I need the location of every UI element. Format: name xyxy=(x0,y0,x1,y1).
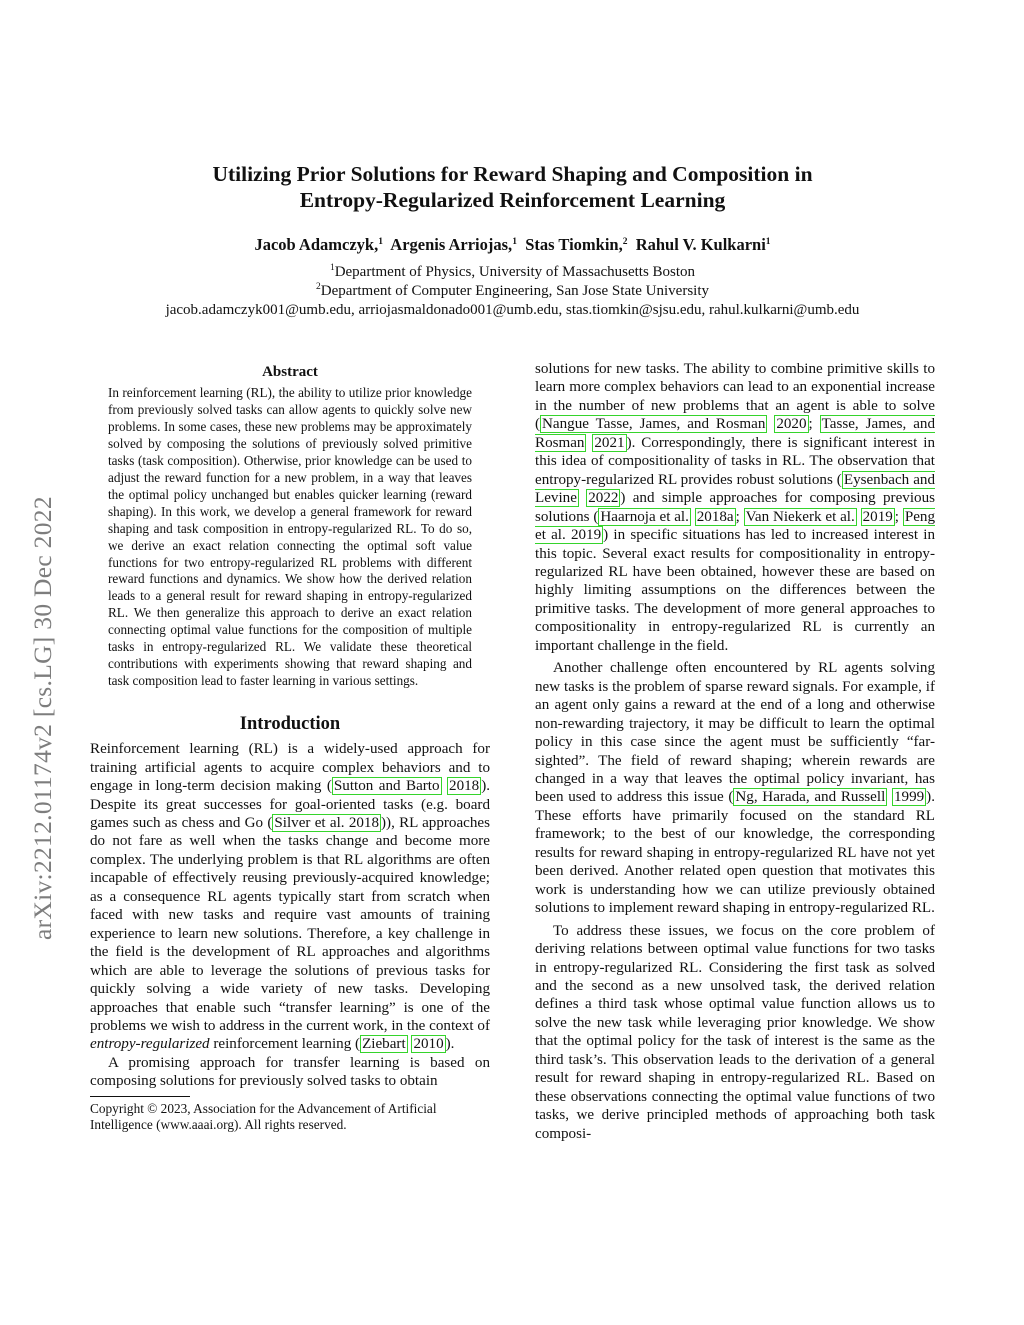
right-column xyxy=(535,360,935,1143)
citation-link[interactable]: 2022 xyxy=(588,490,619,507)
text-run: ) and simple approaches for composing previous solutions ( xyxy=(535,490,935,525)
citation-link[interactable]: Haarnoja et al. xyxy=(600,508,689,525)
text-run: ). xyxy=(445,1036,455,1053)
text-run: solutions for new tasks. The ability to combine primitive skills to learn more complex behaviors can lead to an exponential increase in the number of new problems that an agent is able to solve ( xyxy=(535,361,935,433)
author-affiliation-mark: 1 xyxy=(512,237,517,247)
author-name: Jacob Adamczyk, xyxy=(254,235,379,254)
text-run: ) in specific situations has led to increased interest in this topic. Several exact results for compositionality in entropy-regularized RL have been obtained, however these are based on highly limiting assumptions on the differences between the primitive tasks. The development of more general approaches to compositionality in entropy-regularized RL is currently an important challenge in the field. xyxy=(535,527,935,654)
intro-paragraph-2: A promising approach for transfer learning is based on composing solutions for previously solved tasks to obtain xyxy=(90,1054,490,1090)
citation-link[interactable]: 1999 xyxy=(893,789,925,806)
arxiv-identifier: arXiv:2212.01174v2 [cs.LG] 30 Dec 2022 xyxy=(28,496,57,940)
paper-title xyxy=(90,161,935,213)
citation-link[interactable]: Van Niekerk et al. xyxy=(745,508,855,525)
text-run: ; xyxy=(894,508,903,525)
citation-link[interactable]: Ng, Harada, and Russell xyxy=(735,789,886,806)
copyright-footnote: Copyright © 2023, Association for the Advancement of Artificial Intelligence (www.aaai.org). All rights reserved. xyxy=(90,1100,437,1133)
author-affiliation-mark: 1 xyxy=(765,237,771,247)
intro-paragraph-1 xyxy=(90,740,490,1054)
author-affiliation-mark: 1 xyxy=(378,237,383,247)
citation-link[interactable]: Silver et al. 2018 xyxy=(274,814,380,831)
citation-link[interactable]: 2010 xyxy=(413,1036,444,1053)
citation-link[interactable]: 2020 xyxy=(776,416,807,433)
text-run: ; xyxy=(735,508,744,525)
right-paragraph-3: To address these issues, we focus on the core problem of deriving relations between optimal value functions for two tasks in entropy-regularized RL. Considering the first task as solved and the second as a new unsolved task, the derived relation defines a third task whose optimal value function allows us to solve the new task while leveraging prior knowledge. We show that the optimal policy for the task of interest is the same as the third task’s. This observation leads to the derivation of a general result for reward shaping in entropy-regularized RL. Based on these observations connecting the optimal value functions of two tasks, we derive principled methods of approaching both task composi- xyxy=(535,922,935,1142)
citation-link[interactable]: 2018 xyxy=(449,778,480,795)
right-paragraph-1 xyxy=(535,360,935,655)
introduction-heading: Introduction xyxy=(239,714,341,735)
left-column xyxy=(90,360,490,1134)
author-name: Rahul V. Kulkarni xyxy=(635,235,766,254)
citation-link[interactable]: Tasse, James, and Rosman xyxy=(535,416,935,451)
author-name: Argenis Arriojas, xyxy=(390,235,513,254)
citation-link[interactable]: 2018a xyxy=(696,508,734,525)
emphasis: entropy-regularized xyxy=(90,1036,210,1053)
text-run: )), RL approaches do not fare as well when the tasks change and become more complex. The underlying problem is that RL algorithms are often incapable of effectively reusing previously-acquired knowledge; as a consequence RL agents typically start from scratch when faced with new tasks and require vast amounts of training experience to learn new solutions. Therefore, a key challenge in the field is the development of RL approaches and algorithms which are able to leverage the solutions of previous tasks for quickly solving a wide variety of new tasks. Developing approaches that enable such “transfer learning” is one of the problems we wish to address in the current work, in the context of xyxy=(90,814,490,1034)
affiliation-mark: 1 xyxy=(329,263,335,273)
abstract-text: In reinforcement learning (RL), the ability to utilize prior knowledge from previously solved tasks can allow agents to quickly solve new problems. In some cases, these new problems may be approximately solved by composing the solutions of previously solved primitive tasks (task composition). Otherwise, prior knowledge can be used to adjust the reward function for a new problem, in a way that leaves the optimal policy unchanged but enables quicker learning (reward shaping). In this work, we develop a general framework for reward shaping and task composition in entropy-regularized RL. To do so, we derive an exact relation connecting the optimal soft value functions for two entropy-regularized RL problems with different reward functions and dynamics. We show how the derived relation leads to a general result for reward shaping in entropy-regularized RL. We then generalize this approach to derive an exact relation connecting optimal value functions for the composition of multiple tasks in entropy-regularized RL. We validate these theoretical contributions with experiments showing that reward shaping and task composition lead to faster learning in various settings. xyxy=(108,385,472,689)
text-run: ). Despite its great successes for goal-oriented tasks (e.g. board games such as chess and Go ( xyxy=(90,778,491,831)
right-paragraph-2 xyxy=(535,659,935,917)
author-affiliation-mark: 2 xyxy=(622,237,628,247)
text-run: ; xyxy=(808,416,820,433)
author-list xyxy=(90,234,935,256)
text-run: ). Correspondingly, there is significant interest in this idea of compositionality of tasks in RL. The observation that entropy-regularized RL provides robust solutions ( xyxy=(535,434,935,488)
author-emails: jacob.adamczyk001@umb.edu, arriojasmaldonado001@umb.edu, stas.tiomkin@sjsu.edu, rahul.kulkarni@umb.edu xyxy=(165,302,860,318)
affiliation-text: Department of Computer Engineering, San Jose State University xyxy=(320,283,709,299)
citation-link[interactable]: 2019 xyxy=(862,508,893,525)
title-line-1: Utilizing Prior Solutions for Reward Shaping and Composition in xyxy=(212,162,813,186)
text-run: reinforcement learning ( xyxy=(209,1036,361,1053)
footnote-divider xyxy=(90,1096,190,1097)
affiliation-2 xyxy=(40,282,985,301)
citation-link[interactable]: Peng et al. 2019 xyxy=(535,508,936,544)
title-line-2: Entropy-Regularized Reinforcement Learning xyxy=(299,188,726,212)
affiliation-text: Department of Physics, University of Massachusetts Boston xyxy=(334,264,696,280)
citation-link[interactable]: 2021 xyxy=(594,434,625,451)
text-run: Reinforcement learning (RL) is a widely-used approach for training artificial agents to acquire complex behaviors and to engage in long-term decision making ( xyxy=(90,741,490,795)
text-run: Another challenge often encountered by RL agents solving new tasks is the problem of sparse reward signals. For example, if an agent only gains a reward at the end of a long and otherwise non-rewarding trajectory, it may be difficult to learn the optimal policy in this case since the agent must be sufficiently “far-sighted”. The field of reward shaping; wherein rewards are changed in a way that leaves the optimal policy invariant, has been used to address this issue ( xyxy=(535,660,935,806)
citation-link[interactable]: Nangue Tasse, James, and Rosman xyxy=(542,416,766,433)
citation-link[interactable]: Sutton and Barto xyxy=(333,778,440,795)
author-name: Stas Tiomkin, xyxy=(525,235,623,254)
affiliation-mark: 2 xyxy=(316,282,321,292)
abstract-heading: Abstract xyxy=(262,364,318,380)
citation-link[interactable]: Eysenbach and Levine xyxy=(535,471,935,507)
affiliation-1 xyxy=(40,263,985,282)
text-run: ). These efforts have primarily focused on the standard RL framework; to the best of our knowledge, the corresponding results for reward shaping in entropy-regularized RL have not yet been derived. Another related open question that motivates this work is understanding how we can utilize previously obtained solutions to implement reward shaping in entropy-regularized RL. xyxy=(535,789,935,917)
citation-link[interactable]: Ziebart xyxy=(362,1036,406,1053)
